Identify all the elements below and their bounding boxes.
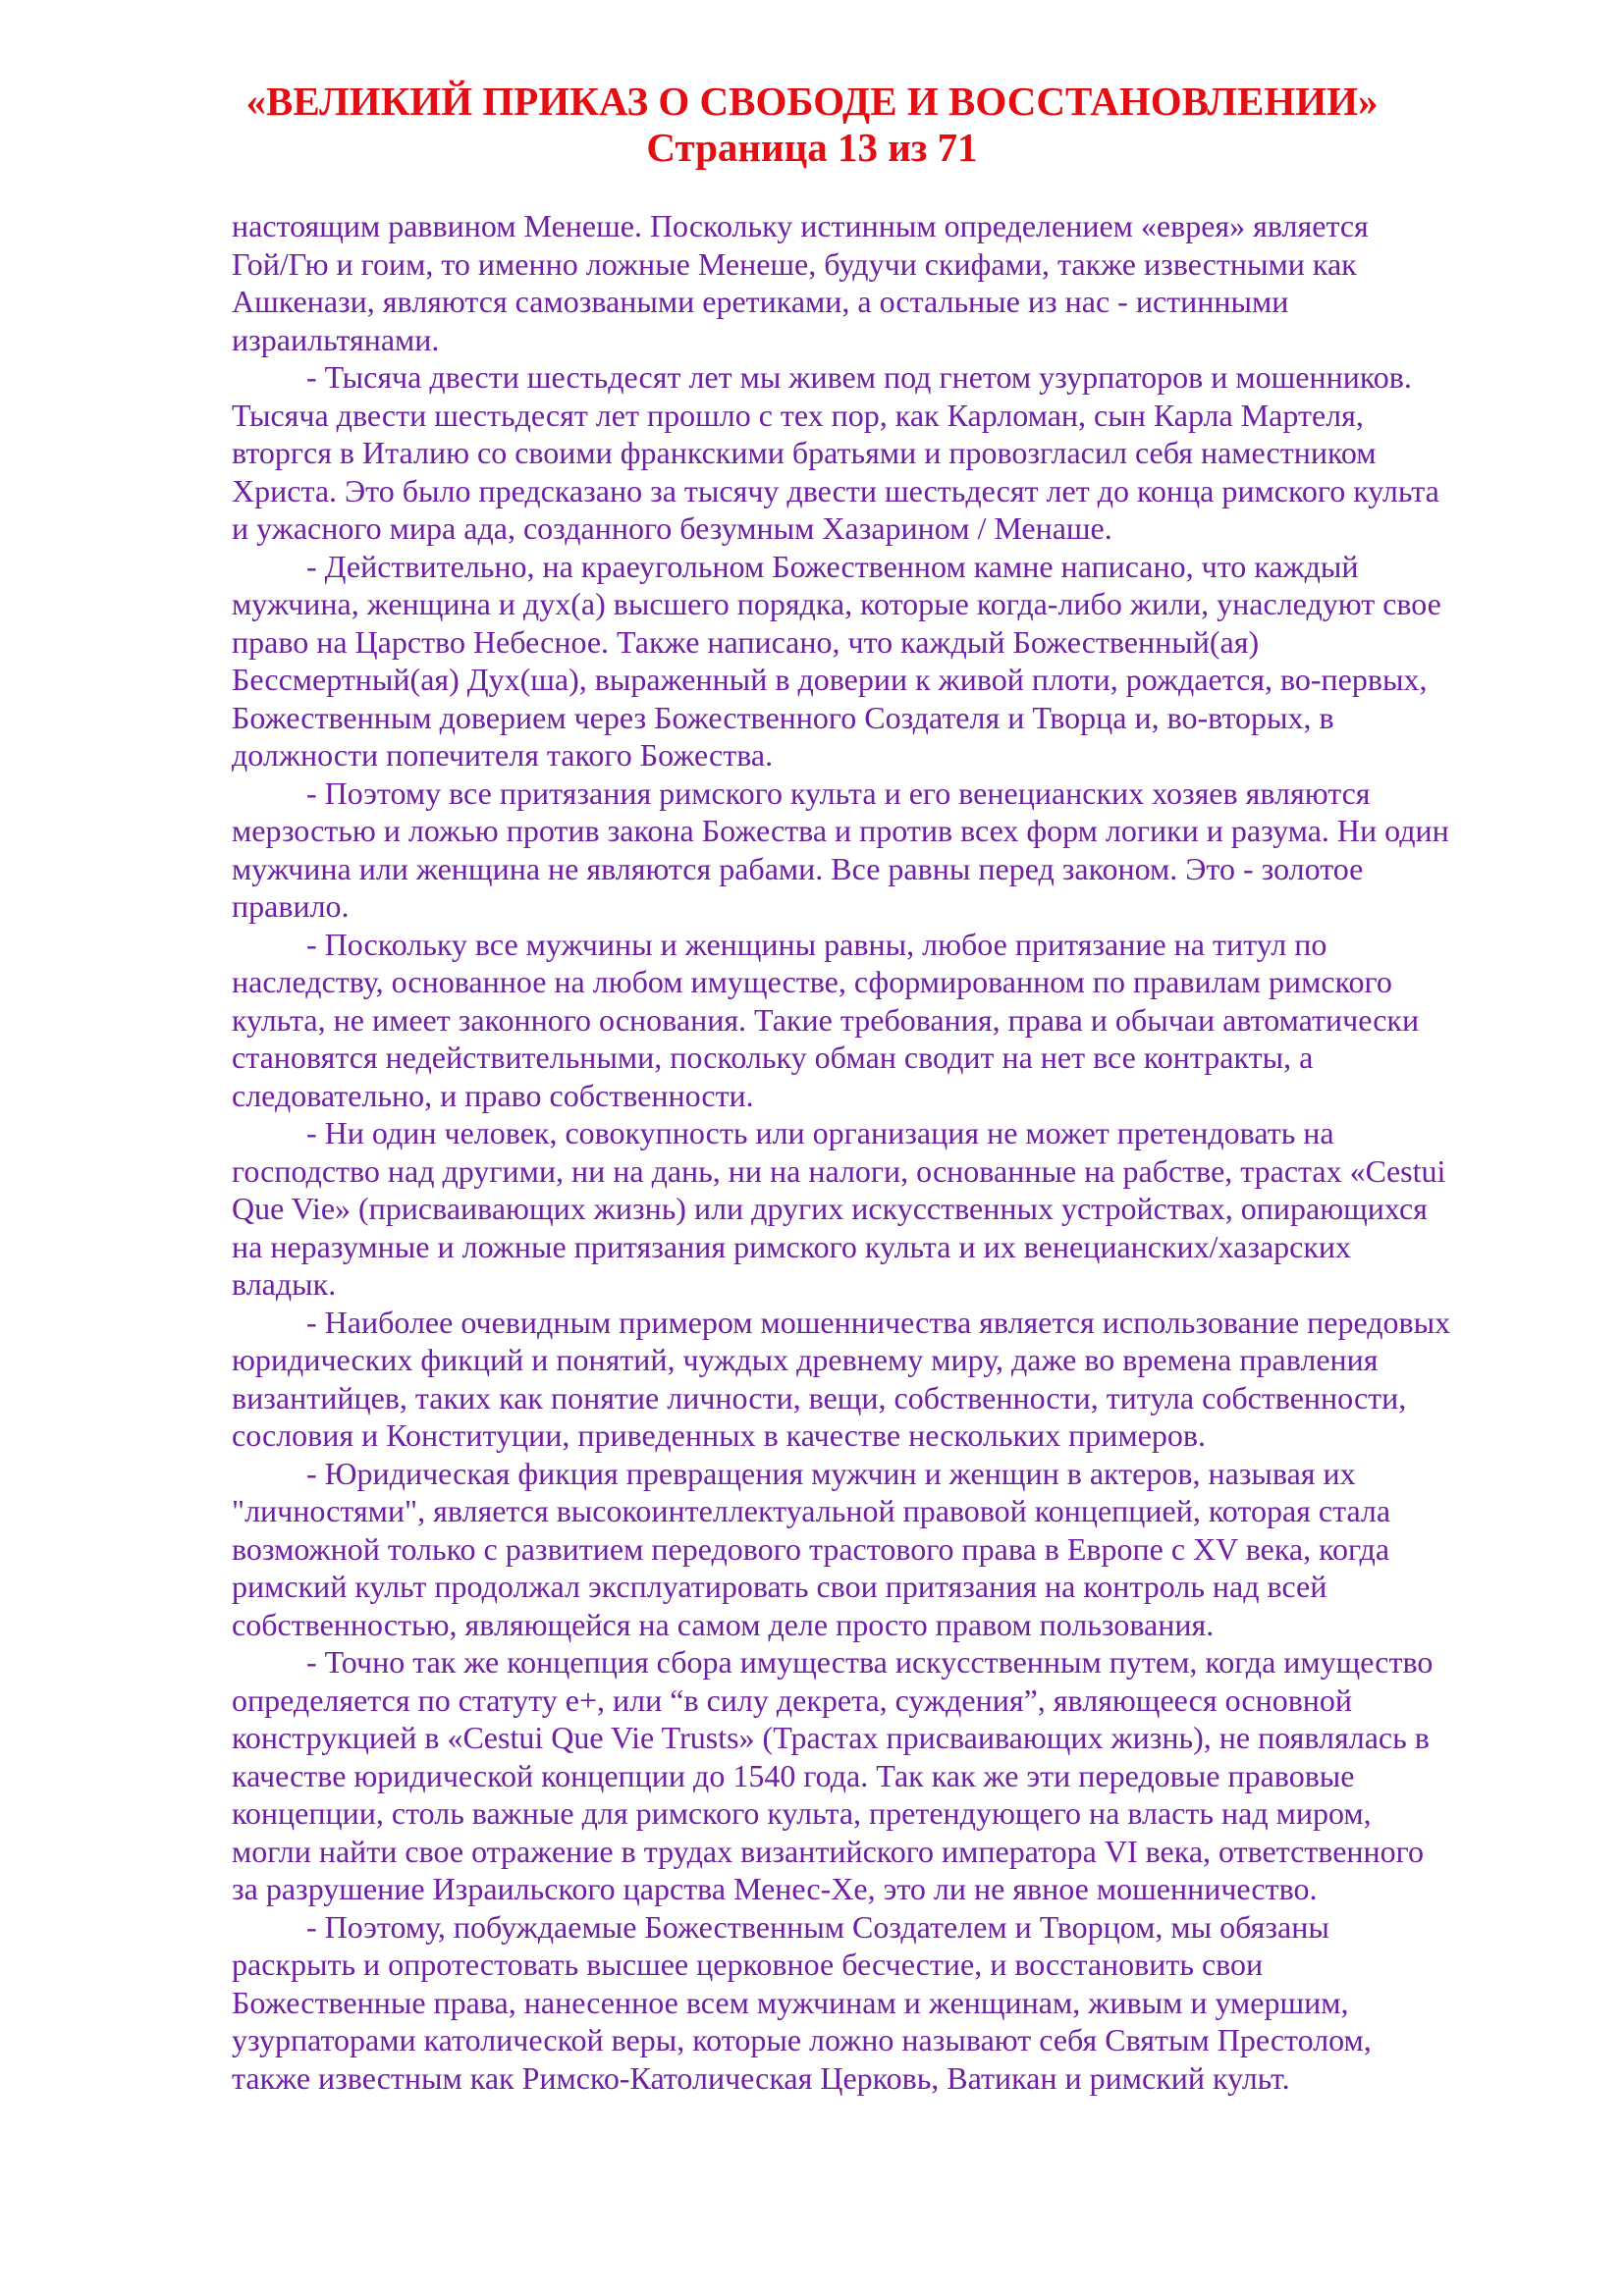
text-line: Тысяча двести шестьдесят лет прошло с тех пор, как Карломан, сын Карла Мартеля, <box>232 397 1364 433</box>
text-line: византийцев, таких как понятие личности, вещи, собственности, титула собственности, <box>232 1379 1407 1415</box>
paragraph <box>232 1304 1508 1455</box>
text-line: "личностями", является высокоинтеллектуальной правовой концепцией, которая стала <box>232 1493 1391 1528</box>
text-line: римский культ продолжал эксплуатировать свои притязания на контроль над всей <box>232 1569 1327 1604</box>
text-line: настоящим раввином Менеше. Поскольку истинным определением «еврея» является <box>232 208 1369 243</box>
paragraph <box>232 1455 1508 1644</box>
text-line: - Поэтому все притязания римского культа и его венецианских хозяев являются <box>306 774 1371 811</box>
text-line: вторгся в Италию со своими франкскими братьями и провозгласил себя наместником <box>232 435 1377 470</box>
text-line: могли найти свое отражение в трудах византийского императора VI века, ответственного <box>232 1833 1424 1869</box>
text-line: - Действительно, на краеугольном Божественном камне написано, что каждый <box>306 548 1359 584</box>
text-line: наследству, основанное на любом имуществе, сформированном по правилам римского <box>232 964 1392 999</box>
text-line: Божественные права, нанесенное всем мужчинам и женщинам, живым и умершим, <box>232 1984 1349 2020</box>
paragraph <box>232 774 1508 926</box>
text-line: - Точно так же концепция сбора имущества искусственным путем, когда имущество <box>306 1644 1434 1680</box>
text-line: узурпаторами католической веры, которые ложно называют себя Святым Престолом, <box>232 2022 1372 2057</box>
page-number: Страница 13 из 71 <box>646 125 978 170</box>
text-line: Бессмертный(ая) Дух(ша), выраженный в доверии к живой плоти, рождается, во-первых, <box>232 662 1428 697</box>
text-line: определяется по статуту e+, или “в силу декрета, суждения”, являющееся основной <box>232 1682 1353 1718</box>
text-line: - Тысяча двести шестьдесят лет мы живем под гнетом узурпаторов и мошенников. <box>306 359 1412 395</box>
text-line: становятся недействительными, поскольку обман сводит на нет все контракты, а <box>232 1040 1314 1075</box>
text-line: следовательно, и право собственности. <box>232 1077 754 1113</box>
text-line: израильтянами. <box>232 321 440 357</box>
text-line: Христа. Это было предсказано за тысячу двести шестьдесят лет до конца римского культа <box>232 472 1439 508</box>
text-line: собственностью, являющейся на самом деле просто правом пользования. <box>232 1606 1215 1642</box>
paragraph <box>232 1643 1508 1908</box>
text-line: за разрушение Израильского царства Менес-Хе, это ли не явное мошенничество. <box>232 1871 1318 1906</box>
text-line: - Наиболее очевидным примером мошенничества является использование передовых <box>306 1304 1451 1340</box>
paragraph <box>232 207 1508 358</box>
text-line: Гой/Гю и гоим, то именно ложные Менеше, будучи скифами, также известными как <box>232 245 1357 282</box>
text-line: - Поскольку все мужчины и женщины равны, любое притязание на титул по <box>306 926 1327 962</box>
text-line: конструкцией в «Cestui Que Vie Trusts» (Трастах присваивающих жизнь), не появлялась в <box>232 1720 1430 1755</box>
paragraph <box>232 358 1508 548</box>
document-header <box>0 79 1624 171</box>
text-line: - Поэтому, побуждаемые Божественным Создателем и Творцом, мы обязаны <box>306 1908 1329 1945</box>
text-line: Que Vie» (присваивающих жизнь) или других искусственных устройствах, опирающихся <box>232 1191 1428 1226</box>
text-line: возможной только с развитием передового трастового права в Европе с XV века, когда <box>232 1530 1390 1567</box>
text-line: юридических фикций и понятий, чуждых древнему миру, даже во времена правления <box>232 1342 1379 1377</box>
text-line: правило. <box>232 888 350 924</box>
text-line: культа, не имеет законного основания. Такие требования, права и обычаи автоматически <box>232 1001 1420 1038</box>
text-line: Ашкенази, являются самозваными еретиками, а остальные из нас - истинными <box>232 284 1289 319</box>
text-line: мужчина или женщина не являются рабами. Все равны перед законом. Это - золотое <box>232 850 1364 886</box>
paragraph <box>232 1908 1508 2098</box>
paragraph <box>232 926 1508 1115</box>
text-line: и ужасного мира ада, созданного безумным Хазарином / Менаше. <box>232 510 1112 546</box>
text-line: - Юридическая фикция превращения мужчин и женщин в актеров, называя их <box>306 1455 1356 1491</box>
text-line: на неразумные и ложные притязания римского культа и их венецианских/хазарских <box>232 1228 1352 1264</box>
text-line: сословия и Конституции, приведенных в качестве нескольких примеров. <box>232 1417 1206 1453</box>
text-line: право на Царство Небесное. Также написано, что каждый Божественный(ая) <box>232 623 1260 660</box>
text-line: мужчина, женщина и дух(а) высшего порядка, которые когда-либо жили, унаследуют свое <box>232 586 1441 621</box>
text-line: должности попечителя такого Божества. <box>232 737 774 773</box>
text-line: концепции, столь важные для римского культа, претендующего на власть над миром, <box>232 1795 1372 1831</box>
text-line: - Ни один человек, совокупность или организация не может претендовать на <box>306 1115 1334 1150</box>
text-line: качестве юридической концепции до 1540 года. Так как же эти передовые правовые <box>232 1757 1355 1793</box>
text-line: Божественным доверием через Божественного Создателя и Творца и, во-вторых, в <box>232 699 1334 735</box>
document-body <box>232 207 1508 2097</box>
page-title: «ВЕЛИКИЙ ПРИКАЗ О СВОБОДЕ И ВОССТАНОВЛЕНИИ» <box>245 79 1379 124</box>
text-line: раскрыть и опротестовать высшее церковное бесчестие, и восстановить свои <box>232 1947 1264 1982</box>
paragraph <box>232 1114 1508 1304</box>
text-line: господство над другими, ни на дань, ни на налоги, основанные на рабстве, трастах «Cestui <box>232 1152 1446 1189</box>
text-line: также известным как Римско-Католическая Церковь, Ватикан и римский культ. <box>232 2059 1290 2096</box>
text-line: владык. <box>232 1266 337 1302</box>
text-line: мерзостью и ложью против закона Божества и против всех форм логики и разума. Ни один <box>232 813 1449 848</box>
paragraph <box>232 548 1508 774</box>
